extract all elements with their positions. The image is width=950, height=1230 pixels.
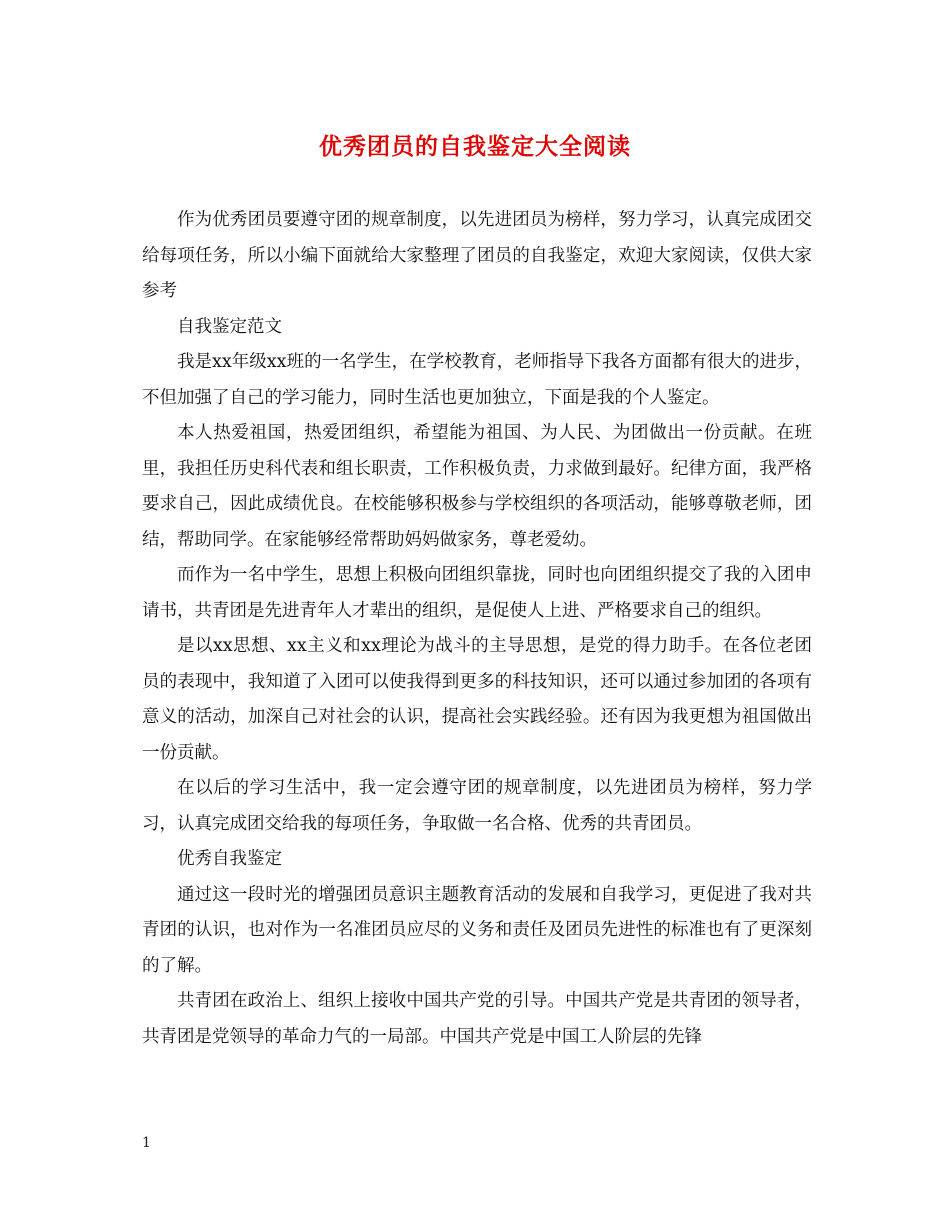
- paragraph: 而作为一名中学生，思想上积极向团组织靠拢，同时也向团组织提交了我的入团申请书，共青团是先进青年人才辈出的组织，是促使人上进、严格要求自己的组织。: [142, 565, 812, 621]
- paragraph: 是以xx思想、xx主义和xx理论为战斗的主导思想，是党的得力助手。在各位老团员的表现中，我知道了入团可以使我得到更多的科技知识，还可以通过参加团的各项有意义的活动，加深自己对社会的认识，提高社会实践经验。还有因为我更想为祖国做出一份贡献。: [142, 636, 812, 763]
- paragraph: 在以后的学习生活中，我一定会遵守团的规章制度，以先进团员为榜样，努力学习，认真完成团交给我的每项任务，争取做一名合格、优秀的共青团员。: [142, 778, 812, 834]
- paragraph-intro: 作为优秀团员要遵守团的规章制度，以先进团员为榜样，努力学习，认真完成团交给每项任务，所以小编下面就给大家整理了团员的自我鉴定，欢迎大家阅读，仅供大家参考: [142, 210, 812, 301]
- section-heading-excellent: 优秀自我鉴定: [177, 849, 282, 869]
- document-title: 优秀团员的自我鉴定大全阅读: [319, 133, 631, 160]
- paragraph: 本人热爱祖国，热爱团组织，希望能为祖国、为人民、为团做出一份贡献。在班里，我担任历史科代表和组长职责，工作积极负责，力求做到最好。纪律方面，我严格要求自己，因此成绩优良。在校能够积极参与学校组织的各项活动，能够尊敬老师，团结，帮助同学。在家能够经常帮助妈妈做家务，尊老爱幼。: [142, 423, 812, 550]
- paragraph: 通过这一段时光的增强团员意识主题教育活动的发展和自我学习，更促进了我对共青团的认识，也对作为一名准团员应尽的义务和责任及团员先进性的标准也有了更深刻的了解。: [142, 884, 812, 976]
- paragraph: 我是xx年级xx班的一名学生，在学校教育，老师指导下我各方面都有很大的进步，不但加强了自己的学习能力，同时生活也更加独立，下面是我的个人鉴定。: [142, 352, 812, 408]
- section-heading-sample: 自我鉴定范文: [177, 316, 282, 337]
- page-number: 1: [142, 1135, 151, 1151]
- paragraph: 共青团在政治上、组织上接收中国共产党的引导。中国共产党是共青团的领导者，共青团是党领导的革命力气的一局部。中国共产党是中国工人阶层的先锋: [142, 991, 812, 1047]
- document-body: [142, 203, 812, 1055]
